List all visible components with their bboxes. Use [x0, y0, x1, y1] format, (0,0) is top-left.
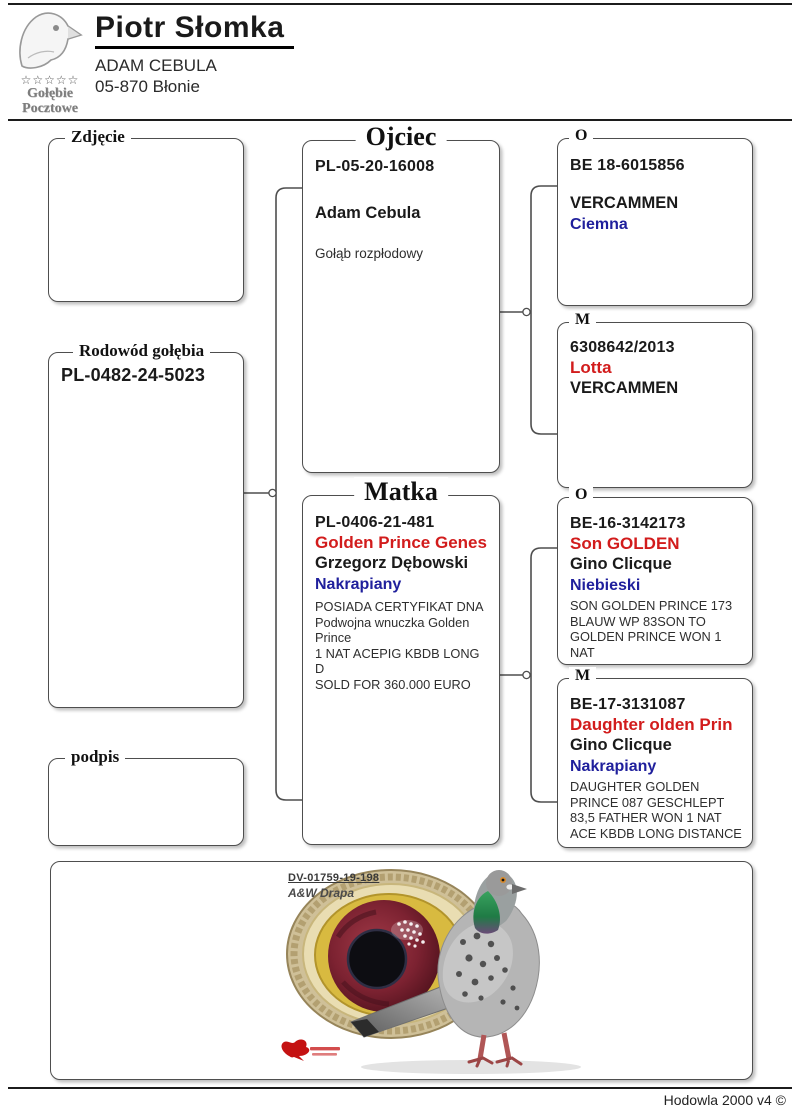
mf-note-line: SON GOLDEN PRINCE 173 [570, 598, 733, 613]
father-box [302, 122, 500, 473]
mother-box-label: Matka [354, 477, 448, 507]
grandfather-paternal-label: O [569, 127, 593, 145]
logo-stars: ☆☆☆☆☆ [20, 73, 80, 87]
pedigree-box-label: Rodowód gołębia [73, 341, 210, 361]
top-rule [8, 3, 792, 5]
mother-name: Golden Prince Genes [315, 533, 487, 552]
breeder-name: ADAM CEBULA [95, 56, 217, 75]
father-box-label: Ojciec [356, 122, 447, 152]
grandfather-maternal-box [557, 486, 753, 665]
mf-note-line: NAT [570, 644, 595, 660]
grandmother-maternal-box [557, 667, 753, 848]
father-ring: PL-05-20-16008 [315, 158, 435, 175]
mm-feather-color: Nakrapiany [570, 758, 657, 775]
ff-ring: BE 18-6015856 [570, 157, 685, 174]
logo-text-line1: Gołębie [27, 86, 73, 101]
mother-ring: PL-0406-21-481 [315, 514, 435, 531]
photo-panel [50, 861, 753, 1080]
photo-box [48, 127, 244, 302]
mm-name: Daughter olden Prin [570, 715, 733, 734]
mf-name: Son GOLDEN [570, 534, 680, 553]
mf-feather-color: Niebieski [570, 577, 641, 594]
fm-ring: 6308642/2013 [570, 339, 675, 356]
mm-ring: BE-17-3131087 [570, 696, 686, 713]
grandmother-paternal-box [557, 311, 753, 488]
main-ring-number: PL-0482-24-5023 [61, 365, 206, 385]
grandmother-maternal-label: M [569, 667, 596, 685]
mf-note-line: GOLDEN PRINCE WON 1 [570, 629, 722, 644]
father-owner: Adam Cebula [315, 204, 421, 222]
fm-owner: VERCAMMEN [570, 379, 679, 397]
mm-note-line: PRINCE 087 GESCHLEPT [570, 794, 725, 810]
grandfather-maternal-label: O [569, 486, 593, 504]
mf-ring: BE-16-3142173 [570, 515, 686, 532]
red-loft-stamp-icon [282, 1040, 340, 1061]
ff-feather-color: Ciemna [570, 216, 628, 233]
mother-note-line: Podwojna wnuczka Golden [315, 614, 470, 630]
grandmother-paternal-label: M [569, 311, 596, 329]
mother-note-line: SOLD FOR 360.000 EURO [315, 676, 471, 692]
mm-note-line: ACE KBDB LONG DISTANCE [570, 825, 742, 841]
footer-rule [8, 1087, 792, 1089]
logo-text-line2: Pocztowe [22, 101, 78, 116]
mother-note-line: 1 NAT ACEPIG KBDB LONG D [315, 645, 480, 676]
signature-box-label: podpis [65, 747, 125, 767]
loft-logo [10, 8, 90, 116]
signature-box [48, 747, 244, 846]
mother-feather-color: Nakrapiany [315, 576, 402, 593]
mf-owner: Gino Clicque [570, 555, 672, 573]
pigeon-photo-illustration [51, 862, 753, 1080]
fm-name: Lotta [570, 358, 612, 377]
pigeon-head-logo-icon [14, 8, 86, 70]
mother-box [302, 477, 500, 845]
photo-box-label: Zdjęcie [65, 127, 131, 147]
mm-owner: Gino Clicque [570, 736, 672, 754]
mother-note-line: POSIADA CERTYFIKAT DNA [315, 599, 484, 614]
ff-owner: VERCAMMEN [570, 194, 679, 212]
pedigree-ring-box [48, 341, 244, 708]
mm-note-line: 83,5 FATHER WON 1 NAT [570, 810, 722, 825]
photo-loft-name: A&W Drapa [288, 886, 355, 900]
breeder-address: 05-870 Błonie [95, 77, 200, 96]
page-title: Piotr Słomka [95, 11, 294, 49]
father-note: Gołąb rozpłodowy [315, 246, 424, 261]
mother-owner: Grzegorz Dębowski [315, 554, 469, 572]
software-credit: Hodowla 2000 v4 © [663, 1092, 786, 1108]
mother-note-line: Prince [315, 630, 352, 645]
photo-ring-number: DV-01759-19-198 [288, 872, 380, 884]
header-rule [8, 119, 792, 121]
mf-note-line: BLAUW WP 83SON TO [570, 613, 706, 629]
grandfather-paternal-box [557, 127, 753, 306]
mm-note-line: DAUGHTER GOLDEN [570, 779, 700, 794]
